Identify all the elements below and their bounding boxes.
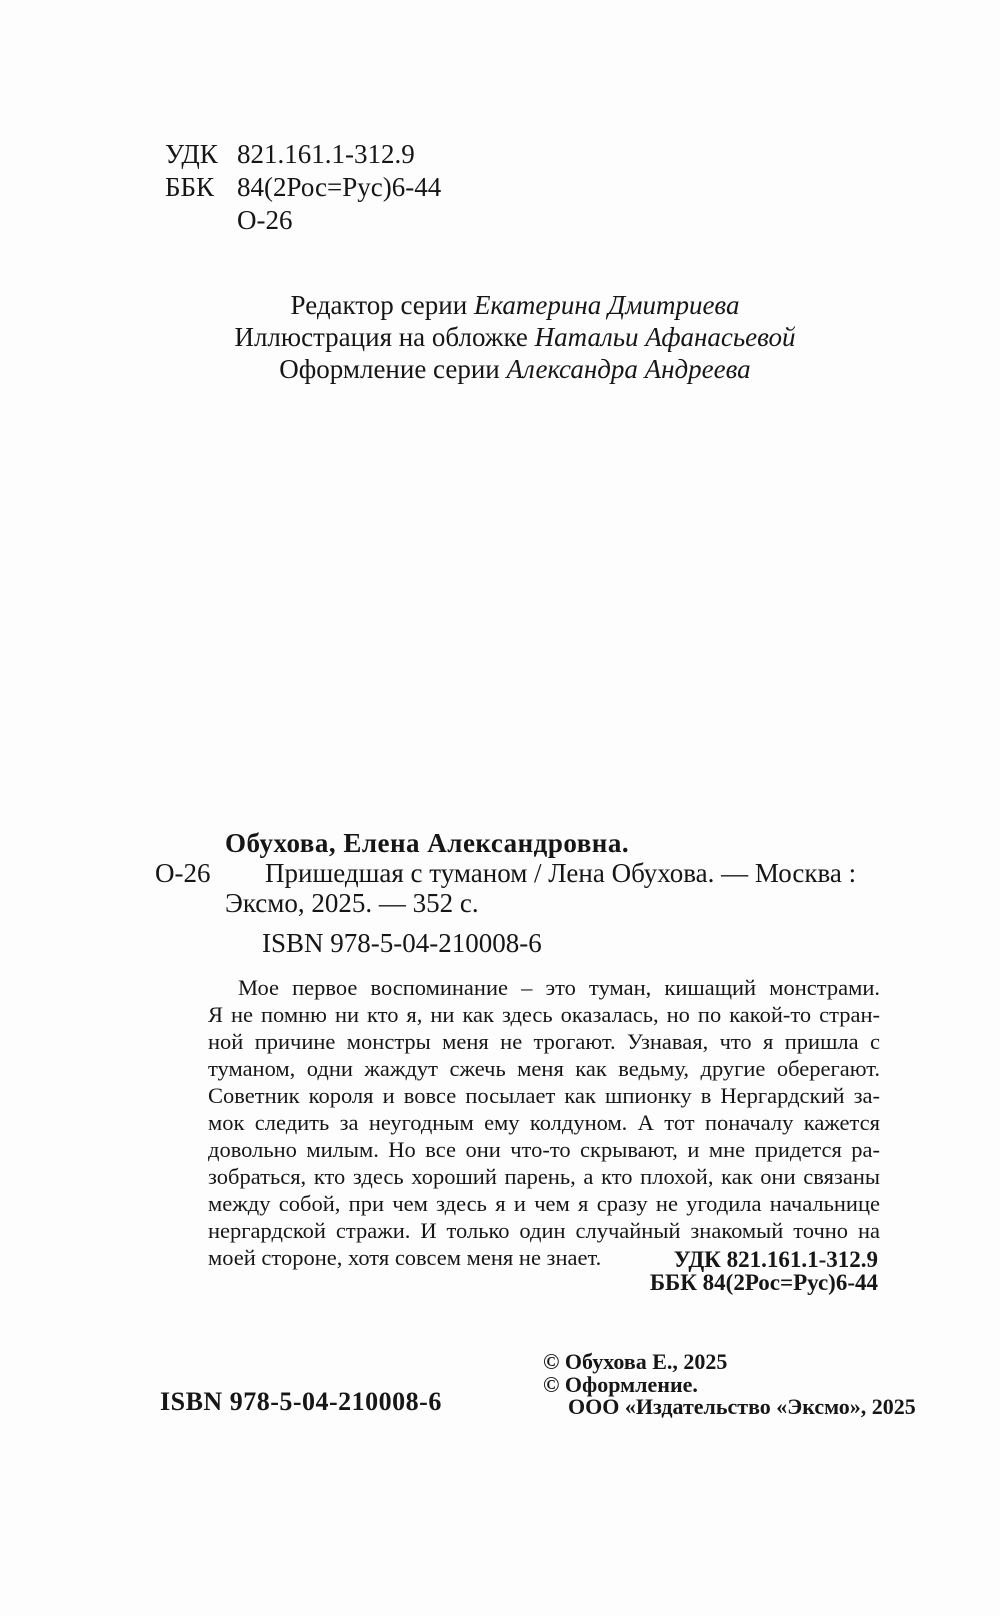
- cover-illustrator-name: Натальи Афанасьевой: [534, 322, 796, 352]
- author-index-row: [165, 204, 441, 237]
- annotation-line: ной причине монстры меня не трогают. Узнавая, что я пришла с: [208, 1029, 880, 1054]
- author-mark: О-26: [155, 858, 211, 888]
- udk-row: [165, 138, 441, 171]
- series-design-line: [150, 353, 880, 385]
- imprint-statement: Эксмо, 2025. — 352 с.: [225, 888, 479, 918]
- udk-value: 821.161.1-312.9: [237, 139, 415, 169]
- annotation-line: туманом, одни жаждут сжечь меня как ведьму, другие оберегают.: [208, 1056, 880, 1081]
- author-index-label: [165, 204, 237, 237]
- udk-label: УДК: [165, 139, 218, 169]
- annotation-line: моей стороне, хотя совсем меня не знает.: [208, 1245, 602, 1270]
- series-designer-name: Александра Андреева: [506, 354, 751, 384]
- title-statement: Пришедшая с туманом / Лена Обухова. — Москва :: [265, 858, 857, 888]
- cover-illustration-line: [150, 321, 880, 353]
- series-editor-role: Редактор серии: [290, 290, 474, 320]
- annotation-line: довольно милым. Но все они что-то скрывают, и мне придется ра-: [208, 1137, 880, 1162]
- cover-illustration-role: Иллюстрация на обложке: [234, 322, 535, 352]
- series-editor-line: [150, 289, 880, 321]
- top-classification-codes: [165, 138, 441, 237]
- bottom-udk: УДК 821.161.1-312.9: [673, 1247, 878, 1272]
- copyright-block: [543, 1351, 916, 1419]
- series-editor-name: Екатерина Дмитриева: [473, 290, 740, 320]
- annotation-line: зобраться, кто здесь хороший парень, а кто плохой, как они связаны: [208, 1164, 880, 1189]
- series-credits: [150, 289, 880, 385]
- copyright-design: © Оформление.: [543, 1371, 698, 1397]
- annotation-line: мок следить за неугодным ему колдуном. А тот поначалу кажется: [208, 1110, 880, 1135]
- bottom-bbk: ББК 84(2Рос=Рус)6-44: [649, 1270, 878, 1295]
- bottom-classification-codes: [650, 1248, 878, 1294]
- series-design-role: Оформление серии: [279, 354, 507, 384]
- annotation-line: между собой, при чем здесь я и чем я сразу не угодила начальнице: [208, 1191, 880, 1216]
- copyright-author: © Обухова Е., 2025: [543, 1349, 728, 1374]
- catalog-entry-line: [155, 858, 885, 888]
- annotation-paragraph: [208, 974, 880, 1271]
- isbn-center: ISBN 978-5-04-210008-6: [262, 928, 542, 958]
- annotation-line: Мое первое воспоминание – это туман, кишащий монстрами.: [238, 975, 880, 1000]
- annotation-line: нергардской стражи. И только один случайный знакомый точно на: [208, 1218, 880, 1243]
- bibliographic-record: [155, 828, 885, 918]
- bbk-value: 84(2Рос=Рус)6-44: [237, 172, 442, 202]
- bbk-label: ББК: [165, 172, 215, 202]
- copyright-publisher: ООО «Издательство «Эксмо», 2025: [568, 1394, 916, 1419]
- isbn-bottom: ISBN 978-5-04-210008-6: [160, 1387, 442, 1416]
- annotation-line: Я не помню ни кто я, ни как здесь оказалась, но по какой-то стран-: [208, 1002, 880, 1027]
- annotation-line: Советник короля и вовсе посылает как шпионку в Нергардский за-: [208, 1083, 880, 1108]
- bbk-row: [165, 171, 441, 204]
- author-index-value: О-26: [237, 205, 293, 235]
- author-heading: Обухова, Елена Александровна.: [225, 828, 630, 858]
